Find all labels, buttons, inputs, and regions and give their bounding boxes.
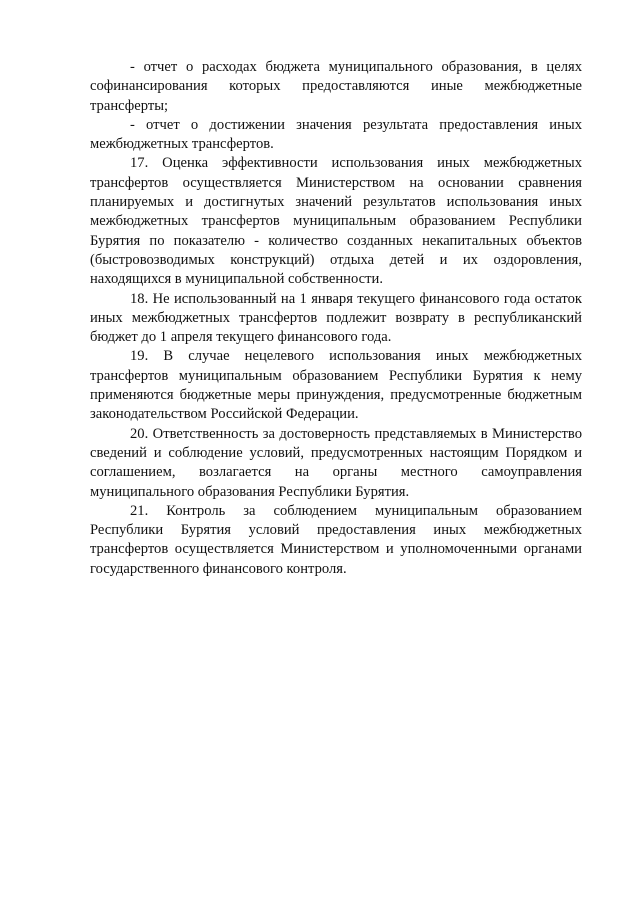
- paragraph-18-return: 18. Не использованный на 1 января текущего финансового года остаток иных межбюджетных трансфертов подлежит возврату в республиканский бюджет до 1 апреля текущего финансового года.: [90, 290, 582, 346]
- paragraph-report-results: - отчет о достижении значения результата предоставления иных межбюджетных трансфертов.: [90, 116, 582, 153]
- paragraph-21-control: 21. Контроль за соблюдением муниципальным образованием Республики Бурятия условий предоставления иных межбюджетных трансфертов осуществляется Министерством и уполномоченными органами государственного финансового контроля.: [90, 502, 582, 577]
- paragraph-report-expenses: - отчет о расходах бюджета муниципального образования, в целях софинансирования которых предоставляются иные межбюджетные трансферты;: [90, 59, 582, 114]
- paragraph-20-responsibility: 20. Ответственность за достоверность представляемых в Министерство сведений и соблюдение условий, предусмотренных настоящим Порядком и соглашением, возлагается на органы местного самоуправления муниципального образования Республики Бурятия.: [90, 425, 582, 500]
- paragraph-17-efficiency: 17. Оценка эффективности использования иных межбюджетных трансфертов осуществляется Министерством на основании сравнения планируемых и достигнутых значений результатов использования иных межбюджетных трансфертов муниципальным образованием Республики Бурятия по показателю - количество созданных некапитальных объектов (быстровозводимых конструкций) отдыха детей и их оздоровления, находящихся в муниципальной собственности.: [90, 155, 582, 288]
- document-page: [90, 58, 582, 579]
- paragraph-19-misuse: 19. В случае нецелевого использования иных межбюджетных трансфертов муниципальным образованием Республики Бурятия к нему применяются бюджетные меры принуждения, предусмотренные бюджетным законодательством Российской Федерации.: [90, 348, 582, 423]
